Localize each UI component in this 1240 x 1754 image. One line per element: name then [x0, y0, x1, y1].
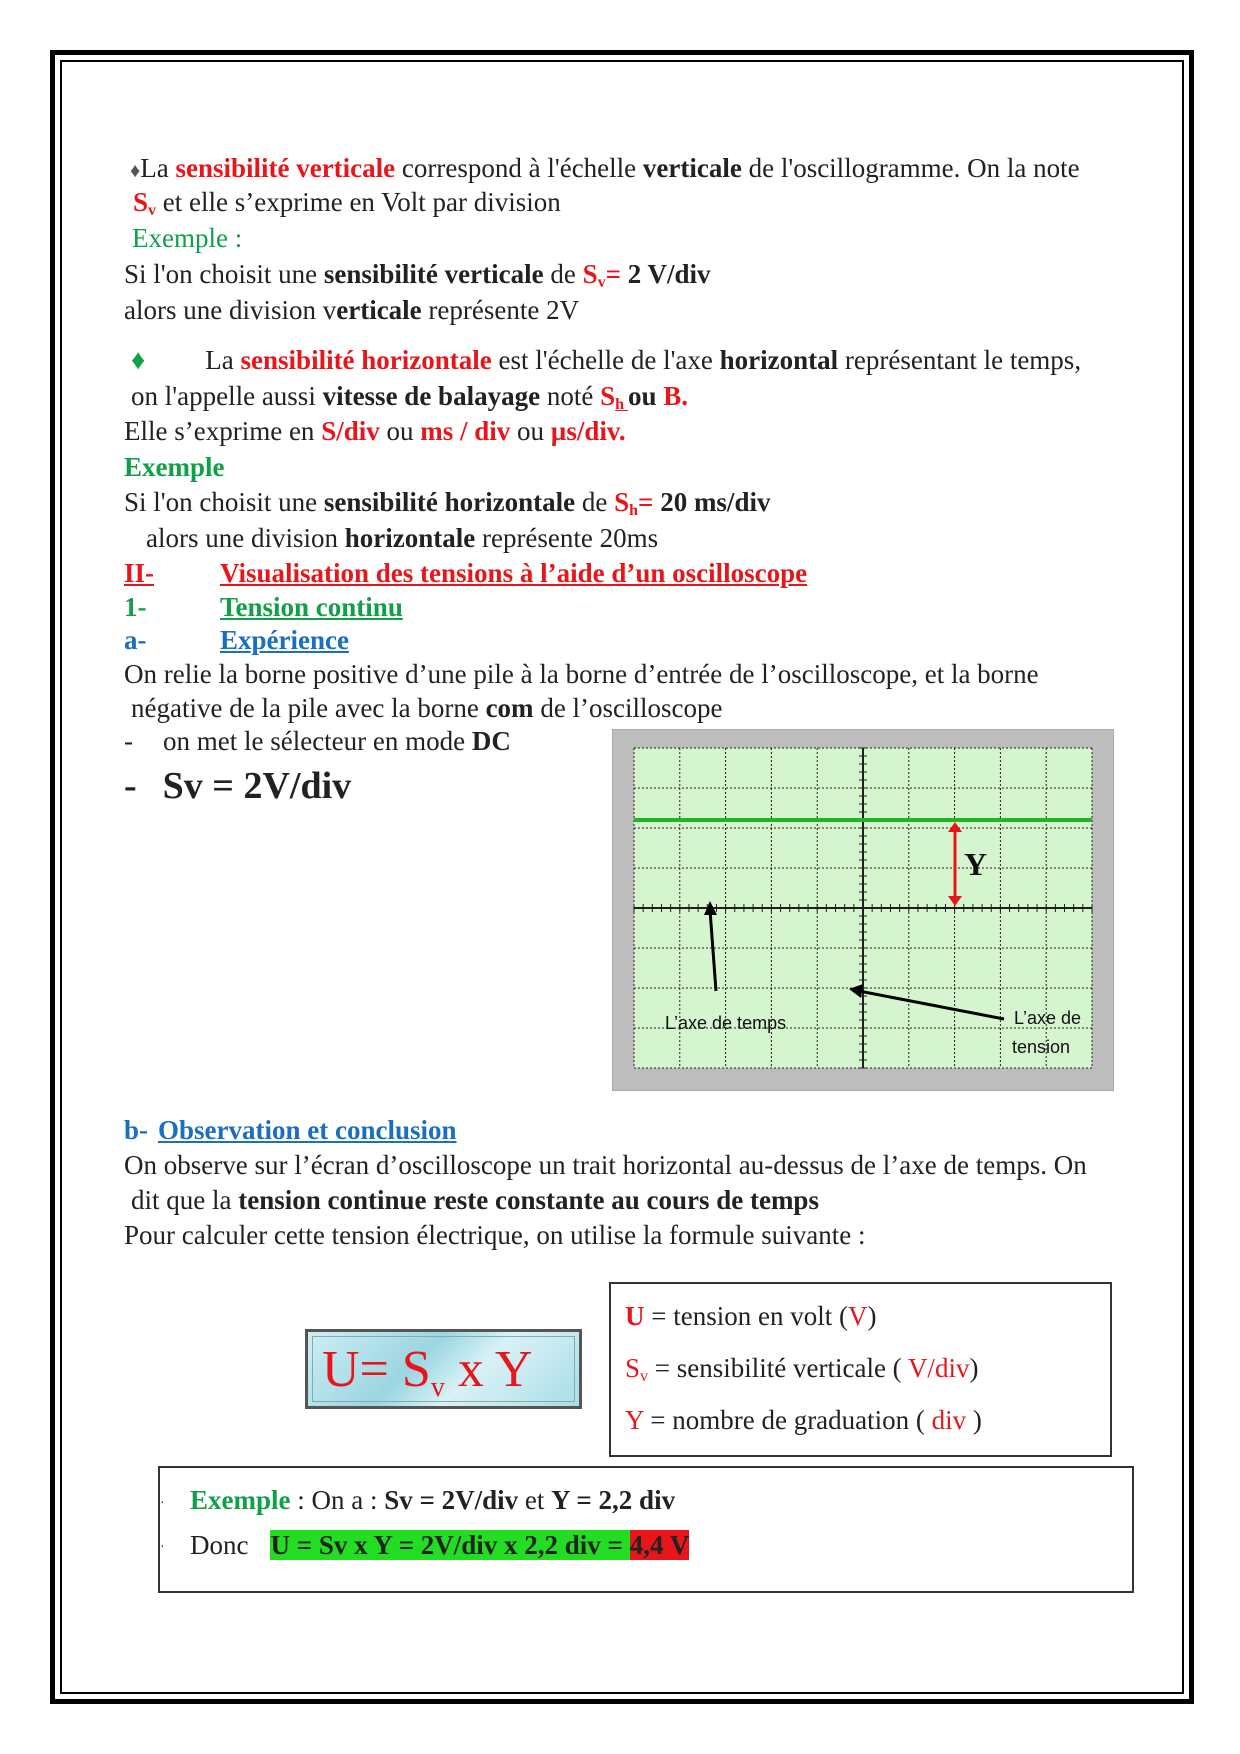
sh-example-line2: [146, 522, 658, 554]
symbol: Y: [625, 1405, 644, 1435]
text: correspond à l'échelle: [395, 153, 643, 183]
symbol-s: S: [614, 487, 630, 517]
unit: S/div: [321, 416, 380, 446]
experience-paragraph-line2: [131, 692, 723, 724]
legend-y: [625, 1404, 982, 1436]
text: ): [969, 1353, 979, 1383]
text: on met le sélecteur en mode: [163, 726, 472, 756]
sh-definition-line2: [131, 380, 688, 412]
text: est l'échelle de l'axe: [491, 345, 720, 375]
text: La: [205, 345, 241, 375]
y-label: Y: [964, 846, 988, 882]
symbol-s: S: [582, 259, 598, 289]
example-given-line: [190, 1484, 675, 1516]
bold-text: horizontale: [344, 523, 476, 553]
symbol: S: [625, 1353, 641, 1383]
observation-heading: [124, 1114, 457, 1146]
observation-line3: Pour calculer cette tension électrique, on utilise la formule suivante :: [124, 1220, 866, 1250]
term-sv: sensibilité verticale: [175, 153, 396, 183]
text: ): [966, 1405, 982, 1435]
text: représente 20ms: [475, 523, 659, 553]
text: on l'appelle aussi: [131, 381, 323, 411]
text: alors une division v: [124, 295, 337, 325]
unit: V/div: [907, 1353, 970, 1383]
bold-text: ou: [628, 381, 657, 411]
term-sh: sensibilité horizontale: [240, 345, 492, 375]
tension-axis-label-line2: tension: [1012, 1037, 1071, 1057]
sh-example-line1: [124, 486, 770, 518]
unit: V: [847, 1301, 868, 1331]
dash-bullet: -: [124, 726, 133, 756]
sv-exemple-label: Exemple :: [132, 223, 243, 253]
equals: =: [638, 487, 654, 517]
value: 2 V/div: [620, 259, 711, 289]
subscript: h: [629, 502, 639, 519]
text: = nombre de graduation (: [643, 1405, 932, 1435]
calculation-highlight: U = Sv x Y = 2V/div x 2,2 div =: [270, 1530, 630, 1560]
legend-u: [625, 1300, 876, 1332]
text: Si l'on choisit une: [124, 259, 324, 289]
formula-left: U= S: [322, 1341, 431, 1398]
bold-text: erticale: [336, 295, 422, 325]
dash-bullet: -: [124, 765, 137, 807]
text: La: [140, 153, 176, 183]
text: = tension en volt (: [644, 1301, 848, 1331]
text: Elle s’exprime en: [124, 416, 322, 446]
subscript: v: [148, 202, 157, 219]
formula-subscript: v: [430, 1372, 445, 1403]
value: 20 ms/div: [653, 487, 771, 517]
sh-exemple-label: Exemple: [124, 452, 225, 482]
time-axis-label: L’axe de temps: [665, 1013, 787, 1033]
heading-title: Observation et conclusion: [158, 1115, 457, 1145]
sv-example-line2: [124, 294, 579, 326]
example-label: Exemple: [190, 1485, 291, 1515]
text: représentant le temps,: [838, 345, 1082, 375]
text: dit que la: [131, 1185, 239, 1215]
text: et: [518, 1485, 552, 1515]
heading-4-number: a-: [124, 625, 147, 655]
experience-paragraph-line1: On relie la borne positive d’une pile à la borne d’entrée de l’oscilloscope, et la borne: [124, 659, 1039, 689]
symbol-s: S: [133, 187, 149, 217]
observation-line1: On observe sur l’écran d’oscilloscope un trait horizontal au-dessus de l’axe de temps. On: [124, 1150, 1087, 1180]
text: négative de la pile avec la borne: [131, 693, 486, 723]
heading-4-title: Expérience: [220, 625, 349, 655]
formula-box: [305, 1329, 582, 1409]
text: de: [575, 487, 615, 517]
text: et elle s’exprime en Volt par division: [156, 187, 561, 217]
formula-legend-box: [609, 1282, 1112, 1457]
text: alors une division: [146, 523, 345, 553]
text: ): [867, 1301, 877, 1331]
experience-item-dc: [124, 725, 511, 757]
symbol-s: S: [600, 381, 616, 411]
unit: ms / div: [420, 416, 511, 446]
text: Donc: [190, 1530, 249, 1560]
heading-2-title: Visualisation des tensions à l’aide d’un oscilloscope: [220, 558, 808, 588]
example-result-line: [190, 1529, 689, 1561]
tension-axis-label-line1: L’axe de: [1014, 1008, 1082, 1028]
symbol-b: B.: [656, 381, 689, 411]
diamond-bullet-icon: ♦: [131, 345, 146, 376]
text: ou: [379, 416, 421, 446]
bold-text: vitesse de balayage: [322, 381, 541, 411]
text: de: [543, 259, 583, 289]
sv-definition-line2: [133, 186, 561, 218]
text: Sv = 2V/div: [162, 765, 352, 807]
formula-u-sv-y: [322, 1340, 533, 1403]
heading-3-number: 1-: [124, 592, 147, 622]
text: noté: [540, 381, 601, 411]
text: représente 2V: [421, 295, 580, 325]
text: de l’oscilloscope: [533, 693, 723, 723]
subscript: h: [615, 396, 628, 413]
unit: µs/div.: [550, 416, 626, 446]
text: de l'oscillogramme. On la note: [741, 153, 1080, 183]
sv-example-line1: [124, 258, 711, 290]
sv-definition-line1: [130, 152, 1080, 187]
heading-2-number: II-: [124, 558, 155, 588]
heading-3-title: Tension continu: [220, 592, 403, 622]
given-sv: Sv = 2V/div: [384, 1485, 519, 1515]
subscript: v: [640, 1368, 649, 1385]
text: Si l'on choisit une: [124, 487, 324, 517]
text: ou: [510, 416, 551, 446]
bullet-mark: ·: [160, 1540, 165, 1555]
text: : On a :: [290, 1485, 385, 1515]
sh-units-line: [124, 415, 626, 447]
bold-text: verticale: [642, 153, 742, 183]
heading-number: b-: [124, 1115, 149, 1145]
legend-sv: [625, 1352, 978, 1384]
subscript: v: [597, 274, 606, 291]
unit: div: [931, 1405, 967, 1435]
formula-right: x Y: [444, 1341, 533, 1398]
bold-text: sensibilité verticale: [323, 259, 544, 289]
bold-text: sensibilité horizontale: [323, 487, 576, 517]
bold-text: tension continue reste constante au cours de temps: [238, 1185, 819, 1215]
bullet-mark: ·: [160, 1496, 165, 1511]
equals: =: [605, 259, 621, 289]
experience-item-sv: [124, 764, 351, 808]
example-calculation-box: [158, 1466, 1134, 1593]
diamond-bullet-icon: ♦: [130, 160, 141, 182]
given-y: Y = 2,2 div: [551, 1485, 676, 1515]
sh-definition-line1: [131, 344, 1081, 377]
result-highlight: 4,4 V: [629, 1530, 690, 1560]
bold-text: DC: [471, 726, 511, 756]
oscilloscope-figure: [612, 729, 1114, 1091]
bold-text: horizontal: [719, 345, 839, 375]
bold-text: com: [485, 693, 534, 723]
text: = sensibilité verticale (: [648, 1353, 908, 1383]
symbol: U: [625, 1301, 645, 1331]
observation-line2: [131, 1184, 819, 1216]
